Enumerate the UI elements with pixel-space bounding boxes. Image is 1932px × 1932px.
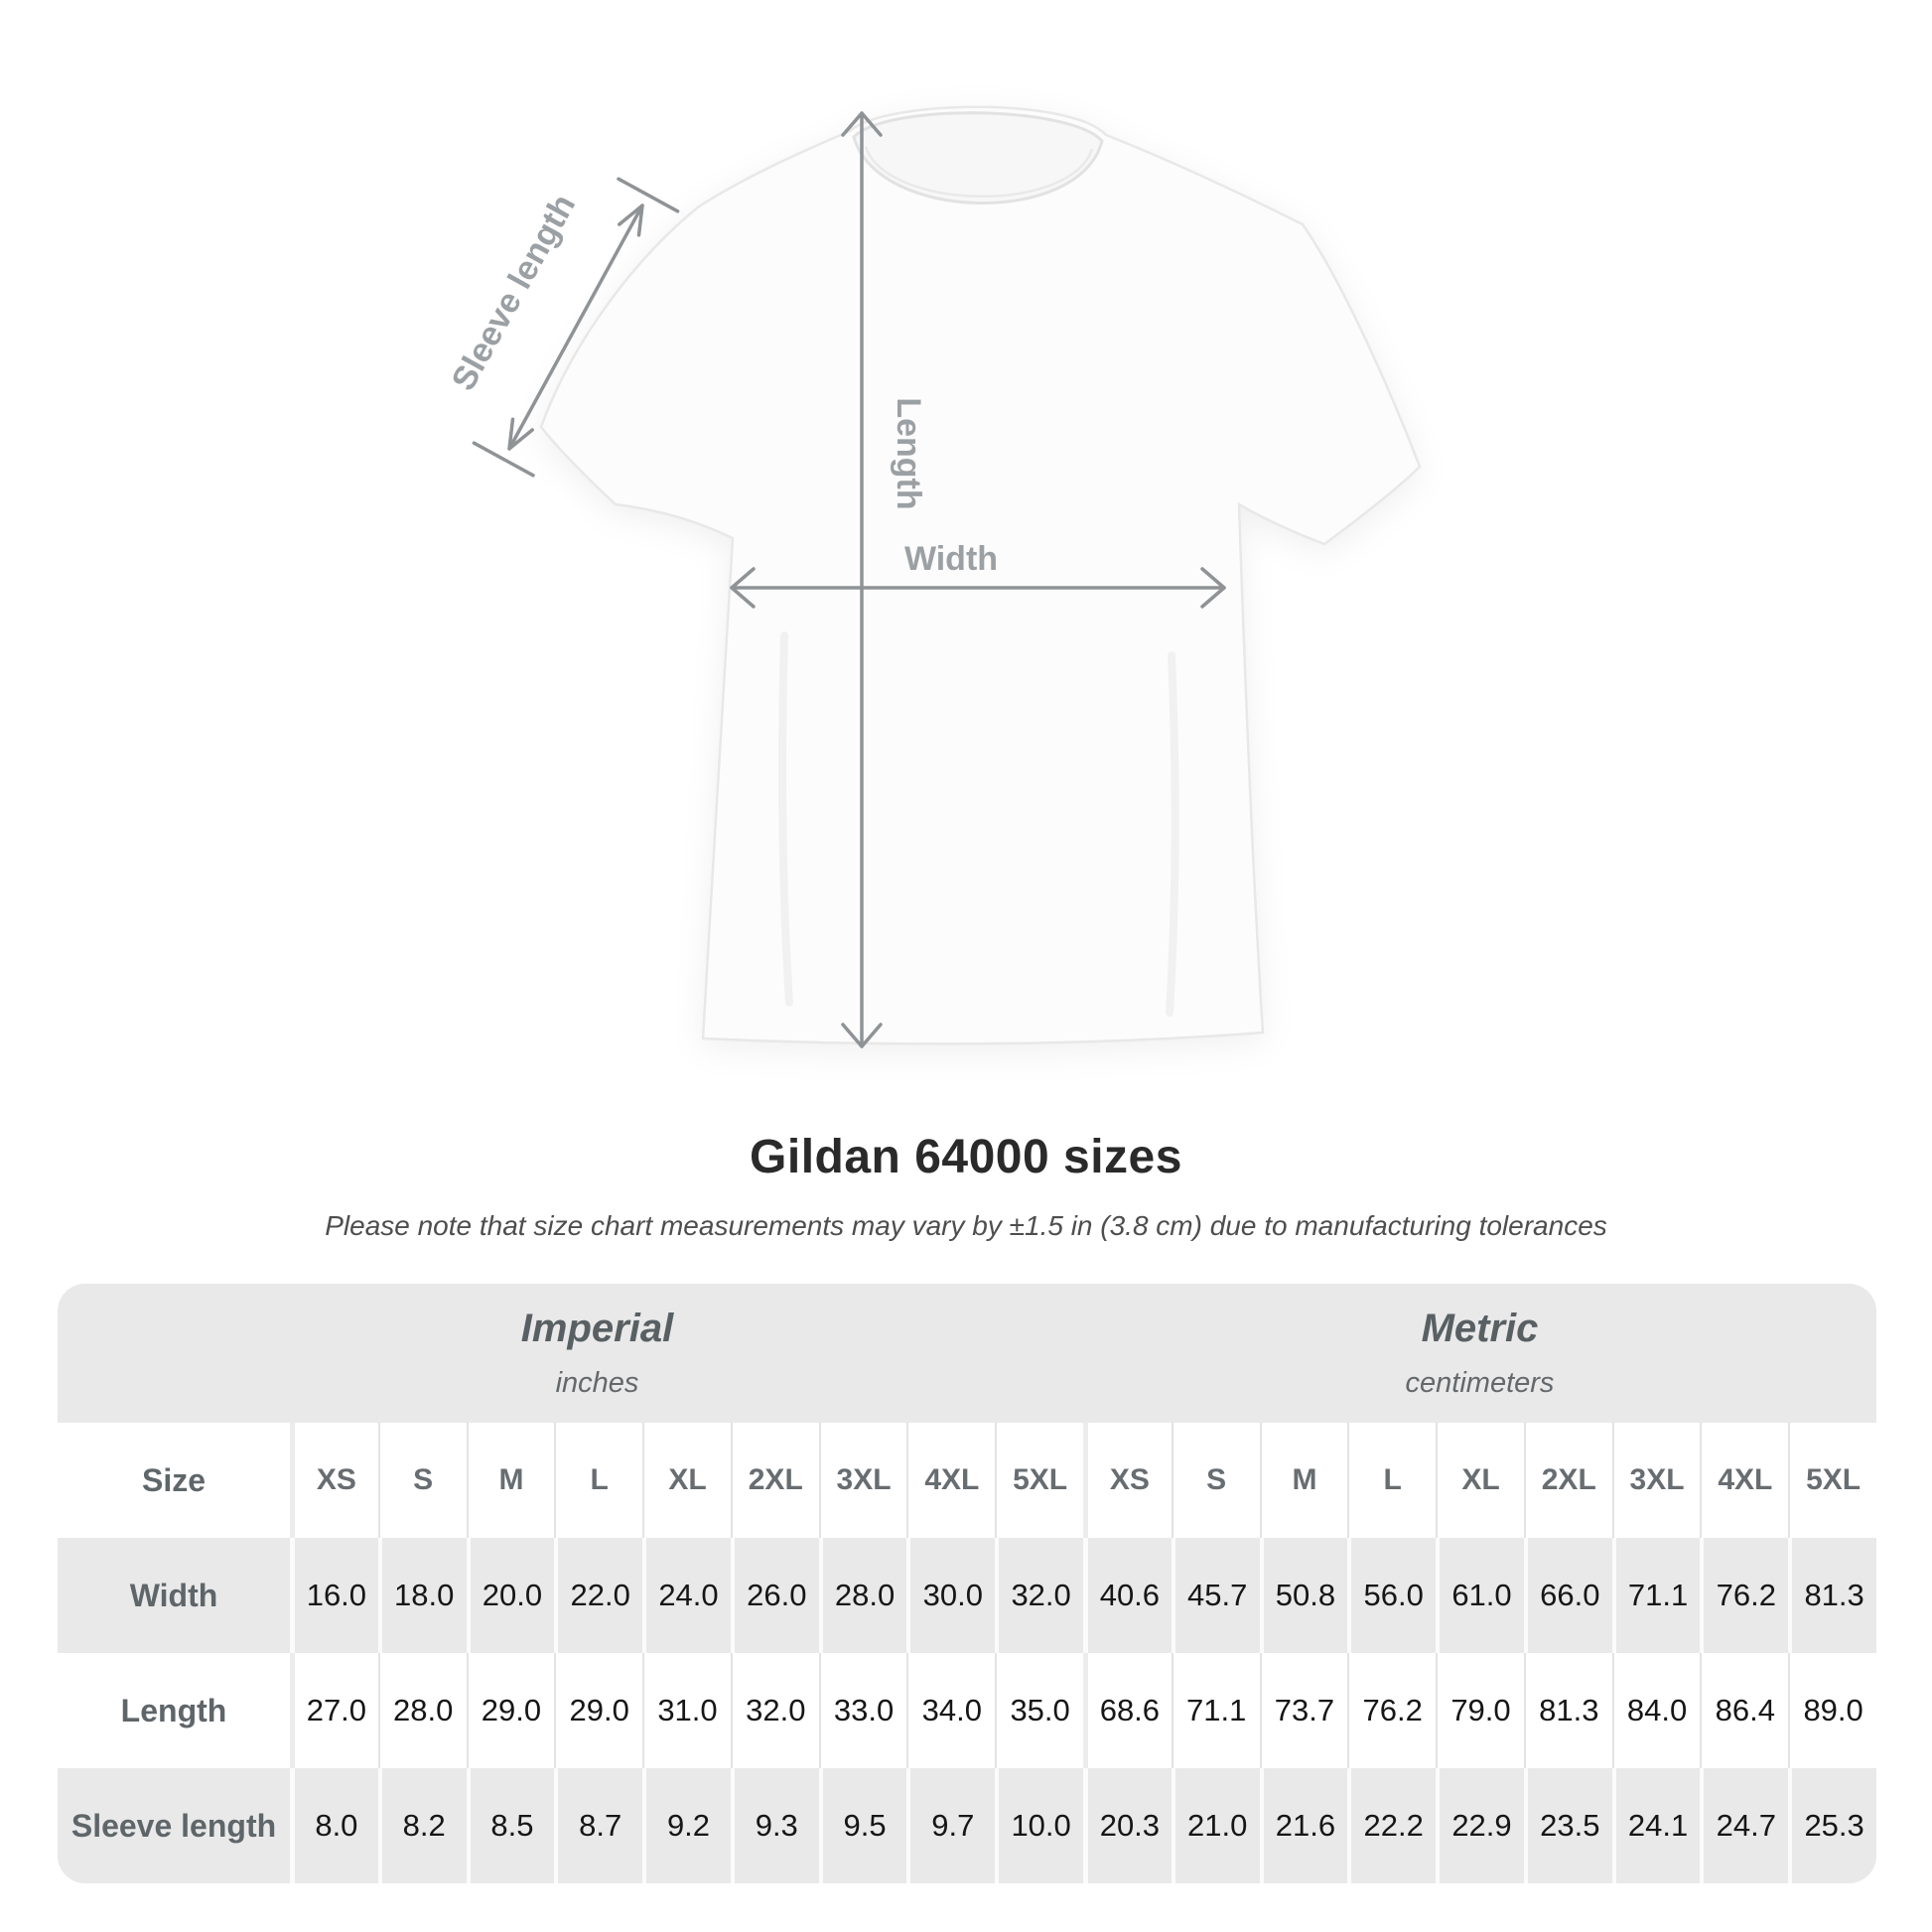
row-label-length: Length [120,1692,227,1728]
value-imperial-width-5xl: 32.0 [995,1538,1083,1653]
value-imperial-width-xl: 24.0 [642,1538,731,1653]
row-label-sleeve-length: Sleeve length [70,1807,277,1844]
value-metric-width-3xl: 71.1 [1612,1538,1701,1653]
value-imperial-sleeve-length-xs: 8.0 [290,1768,378,1883]
metric-unit-label: centimeters [1405,1367,1555,1399]
value-imperial-width-m: 20.0 [467,1538,555,1653]
value-metric-length-xl: 79.0 [1436,1653,1524,1768]
length-label: Length [890,397,927,510]
value-imperial-sleeve-length-2xl: 9.3 [731,1768,819,1883]
size-table-rows [58,1423,1876,1883]
size-header-metric-xl: XL [1436,1423,1524,1538]
value-metric-sleeve-length-l: 22.2 [1347,1768,1436,1883]
value-metric-width-m: 50.8 [1260,1538,1348,1653]
value-metric-width-4xl: 76.2 [1700,1538,1788,1653]
value-metric-length-xs: 68.6 [1083,1653,1172,1768]
size-header-imperial-4xl: 4XL [906,1423,995,1538]
size-header-row [58,1423,1876,1538]
page-title: Gildan 64000 sizes [750,1131,1182,1183]
value-imperial-width-l: 22.0 [554,1538,642,1653]
value-metric-length-3xl: 84.0 [1612,1653,1701,1768]
size-header-metric-4xl: 4XL [1700,1423,1788,1538]
value-metric-width-2xl: 66.0 [1524,1538,1612,1653]
value-metric-length-4xl: 86.4 [1700,1653,1788,1768]
table-row-length [58,1653,1876,1768]
size-header-imperial-s: S [378,1423,467,1538]
value-imperial-sleeve-length-l: 8.7 [554,1768,642,1883]
value-metric-sleeve-length-5xl: 25.3 [1788,1768,1876,1883]
value-metric-sleeve-length-m: 21.6 [1260,1768,1348,1883]
value-imperial-length-xl: 31.0 [642,1653,731,1768]
table-row-sleeve-length [58,1768,1876,1883]
value-metric-width-xs: 40.6 [1083,1538,1172,1653]
imperial-title: Imperial [520,1307,674,1350]
size-header-imperial-xs: XS [290,1423,378,1538]
size-corner-label: Size [141,1461,207,1498]
value-metric-sleeve-length-xl: 22.9 [1436,1768,1524,1883]
metric-title: Metric [1421,1307,1539,1350]
metric-header [1083,1307,1876,1400]
value-imperial-length-s: 28.0 [378,1653,467,1768]
size-header-imperial-3xl: 3XL [819,1423,907,1538]
size-header-metric-m: M [1260,1423,1348,1538]
size-header-metric-xs: XS [1083,1423,1172,1538]
value-metric-sleeve-length-3xl: 24.1 [1612,1768,1701,1883]
value-imperial-length-m: 29.0 [467,1653,555,1768]
value-metric-length-s: 71.1 [1172,1653,1260,1768]
value-metric-width-5xl: 81.3 [1788,1538,1876,1653]
size-header-metric-3xl: 3XL [1612,1423,1701,1538]
value-metric-width-s: 45.7 [1172,1538,1260,1653]
unit-header-band [58,1284,1876,1423]
value-metric-sleeve-length-2xl: 23.5 [1524,1768,1612,1883]
size-header-metric-l: L [1347,1423,1436,1538]
value-metric-length-2xl: 81.3 [1524,1653,1612,1768]
heading-block [0,1130,1932,1242]
imperial-unit-label: inches [555,1367,639,1399]
value-metric-sleeve-length-xs: 20.3 [1083,1768,1172,1883]
value-imperial-length-3xl: 33.0 [819,1653,907,1768]
value-metric-length-m: 73.7 [1260,1653,1348,1768]
value-imperial-width-4xl: 30.0 [906,1538,995,1653]
value-metric-width-xl: 61.0 [1436,1538,1524,1653]
value-imperial-sleeve-length-5xl: 10.0 [995,1768,1083,1883]
value-metric-width-l: 56.0 [1347,1538,1436,1653]
value-imperial-sleeve-length-4xl: 9.7 [906,1768,995,1883]
value-imperial-width-2xl: 26.0 [731,1538,819,1653]
value-imperial-width-xs: 16.0 [290,1538,378,1653]
value-imperial-width-s: 18.0 [378,1538,467,1653]
value-metric-length-5xl: 89.0 [1788,1653,1876,1768]
value-metric-sleeve-length-4xl: 24.7 [1700,1768,1788,1883]
row-label-width: Width [129,1577,218,1613]
size-header-imperial-m: M [467,1423,555,1538]
value-imperial-length-2xl: 32.0 [731,1653,819,1768]
size-header-imperial-2xl: 2XL [731,1423,819,1538]
value-metric-length-l: 76.2 [1347,1653,1436,1768]
value-imperial-length-xs: 27.0 [290,1653,378,1768]
value-imperial-sleeve-length-xl: 9.2 [642,1768,731,1883]
value-imperial-sleeve-length-m: 8.5 [467,1768,555,1883]
value-imperial-sleeve-length-s: 8.2 [378,1768,467,1883]
size-header-metric-5xl: 5XL [1788,1423,1876,1538]
width-label: Width [903,540,999,578]
value-imperial-length-5xl: 35.0 [995,1653,1083,1768]
size-header-imperial-xl: XL [642,1423,731,1538]
sleeve-length-label: Sleeve length [444,188,584,397]
size-header-metric-s: S [1172,1423,1260,1538]
value-imperial-length-4xl: 34.0 [906,1653,995,1768]
imperial-header [58,1307,1083,1400]
size-header-imperial-l: L [554,1423,642,1538]
tolerance-note: Please note that size chart measurements may vary by ±1.5 in (3.8 cm) due to manufacturing tolerances [325,1210,1607,1241]
size-table [58,1284,1876,1883]
value-imperial-length-l: 29.0 [554,1653,642,1768]
size-header-metric-2xl: 2XL [1524,1423,1612,1538]
size-header-imperial-5xl: 5XL [995,1423,1083,1538]
value-imperial-sleeve-length-3xl: 9.5 [819,1768,907,1883]
value-imperial-width-3xl: 28.0 [819,1538,907,1653]
value-metric-sleeve-length-s: 21.0 [1172,1768,1260,1883]
table-row-width [58,1538,1876,1653]
